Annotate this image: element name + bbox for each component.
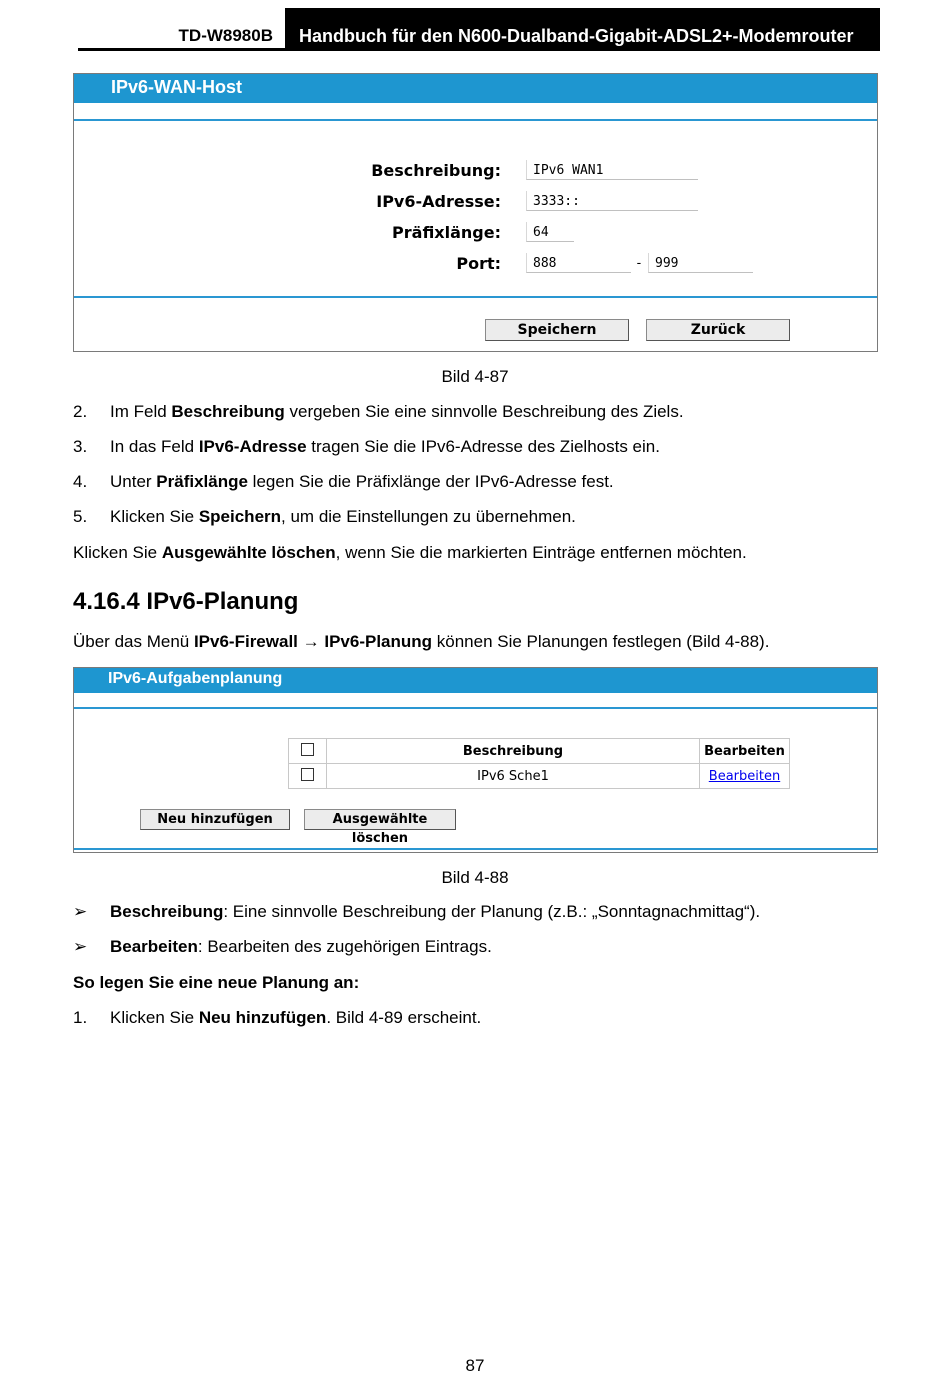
step-number: 1.: [73, 1008, 88, 1027]
step-text: Klicken Sie: [110, 507, 199, 526]
save-button[interactable]: Speichern: [485, 319, 629, 341]
row-select-cell: [289, 764, 327, 789]
page-number: 87: [465, 1356, 485, 1375]
ipv6-address-field[interactable]: 3333::: [526, 191, 698, 211]
back-button[interactable]: Zurück: [646, 319, 790, 341]
step-text: . Bild 4-89 erscheint.: [326, 1008, 482, 1027]
port-label: Port:: [456, 254, 501, 273]
bullet-description: [73, 902, 760, 922]
step-text: Klicken Sie: [110, 1008, 199, 1027]
description-field[interactable]: IPv6 WAN1: [526, 160, 698, 180]
step-bold: IPv6-Adresse: [198, 437, 307, 456]
select-all-checkbox[interactable]: [301, 743, 314, 756]
bullet-arrow-icon: ➢: [73, 902, 88, 921]
col-edit: Bearbeiten: [700, 739, 790, 764]
schedule-table: [288, 738, 790, 789]
ipv6-schedule-panel: [73, 667, 878, 853]
panel-header: [74, 668, 877, 693]
bullet-bold: Beschreibung: [110, 902, 224, 921]
section-heading: 4.16.4 IPv6-Planung: [73, 588, 299, 615]
step-text: vergeben Sie eine sinnvolle Beschreibung des Ziels.: [284, 402, 684, 421]
step-number: 5.: [73, 507, 88, 526]
panel-header: [74, 74, 877, 103]
divider: [74, 296, 877, 298]
select-all-cell: [289, 739, 327, 764]
note-text: Klicken Sie: [73, 543, 162, 562]
panel-title: IPv6-WAN-Host: [111, 77, 243, 97]
bullet-edit: [73, 937, 492, 957]
port-from-field[interactable]: 888: [526, 253, 631, 273]
row-description: IPv6 Sche1: [327, 764, 700, 789]
header-title: Handbuch für den N600-Dualband-Gigabit-ADSL2+-Modemrouter: [285, 8, 880, 51]
figure-caption: Bild 4-88: [441, 868, 509, 887]
divider: [74, 848, 877, 850]
header-underline: [78, 48, 285, 51]
bullet-text: : Eine sinnvolle Beschreibung der Planung (z.B.: „Sonntagnachmittag“).: [223, 902, 761, 921]
address-label: IPv6-Adresse:: [376, 192, 501, 211]
step-bold: Speichern: [198, 507, 282, 526]
bullet-text: : Bearbeiten des zugehörigen Eintrags.: [197, 937, 492, 956]
divider: [74, 707, 877, 709]
step-number: 3.: [73, 437, 88, 456]
step-3: [73, 437, 660, 457]
step-text: , um die Einstellungen zu übernehmen.: [281, 507, 576, 526]
table-header-row: [289, 739, 790, 764]
intro-bold: IPv6-Planung: [324, 632, 433, 651]
step-text: Im Feld: [110, 402, 172, 421]
howto-step-1: [73, 1008, 481, 1028]
row-edit-cell: [700, 764, 790, 789]
step-2: [73, 402, 684, 422]
prefix-label: Präfixlänge:: [392, 223, 501, 242]
description-label: Beschreibung:: [371, 161, 501, 180]
bullet-bold: Bearbeiten: [110, 937, 198, 956]
step-5: [73, 507, 576, 527]
intro-text: Über das Menü: [73, 632, 194, 651]
col-description: Beschreibung: [327, 739, 700, 764]
row-checkbox[interactable]: [301, 768, 314, 781]
step-bold: Beschreibung: [171, 402, 285, 421]
header-model: TD-W8980B: [178, 26, 273, 45]
step-number: 2.: [73, 402, 88, 421]
bullet-arrow-icon: ➢: [73, 937, 88, 956]
step-4: [73, 472, 614, 492]
panel-title: IPv6-Aufgabenplanung: [108, 670, 283, 687]
step-text: In das Feld: [110, 437, 199, 456]
port-separator: -: [635, 256, 643, 271]
step-number: 4.: [73, 472, 88, 491]
figure-caption: Bild 4-87: [441, 367, 509, 386]
intro-text: können Sie Planungen festlegen (Bild 4-88).: [432, 632, 770, 651]
edit-link[interactable]: Bearbeiten: [708, 768, 781, 784]
step-text: tragen Sie die IPv6-Adresse des Zielhosts ein.: [306, 437, 660, 456]
step-bold: Neu hinzufügen: [198, 1008, 327, 1027]
howto-heading: So legen Sie eine neue Planung an:: [73, 973, 360, 992]
step-text: legen Sie die Präfixlänge der IPv6-Adresse fest.: [247, 472, 614, 491]
port-to-field[interactable]: 999: [648, 253, 753, 273]
section-intro: [73, 632, 769, 652]
divider: [74, 119, 877, 121]
ipv6-wan-host-panel: [73, 73, 878, 352]
prefix-length-field[interactable]: 64: [526, 222, 574, 242]
delete-selected-button[interactable]: Ausgewählte löschen: [304, 809, 456, 830]
note-bold: Ausgewählte löschen: [161, 543, 336, 562]
step-bold: Präfixlänge: [156, 472, 248, 491]
add-new-button[interactable]: Neu hinzufügen: [140, 809, 290, 830]
intro-bold: IPv6-Firewall: [193, 632, 298, 651]
table-row: [289, 764, 790, 789]
delete-note: [73, 543, 747, 563]
step-text: Unter: [110, 472, 157, 491]
intro-arrow: →: [297, 632, 325, 651]
note-text: , wenn Sie die markierten Einträge entfernen möchten.: [335, 543, 747, 562]
